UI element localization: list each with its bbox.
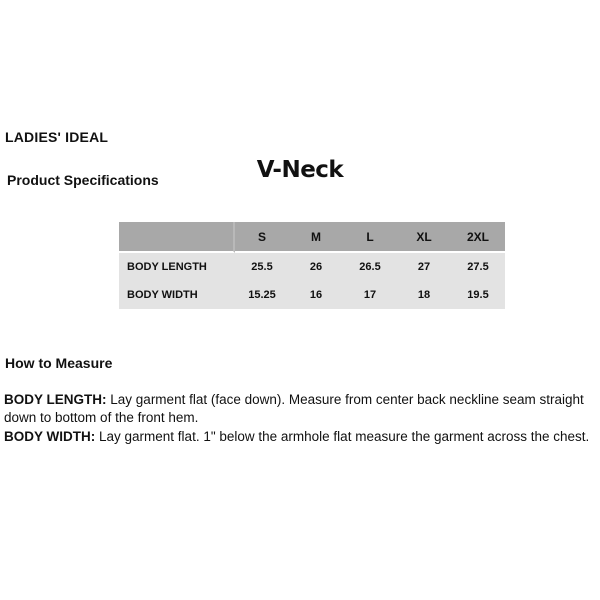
- measure-instructions: [4, 391, 598, 447]
- body-width-instruction: [4, 428, 598, 446]
- size-header-l: L: [343, 222, 397, 253]
- body-width-text: Lay garment flat. 1" below the armhole flat measure the garment across the chest.: [99, 429, 590, 444]
- body-width-m: 16: [289, 281, 343, 309]
- body-length-text: Lay garment flat (face down). Measure from center back neckline seam straight down to bottom of the front hem.: [4, 392, 584, 425]
- body-length-l: 26.5: [343, 253, 397, 281]
- how-to-measure-heading: How to Measure: [5, 355, 113, 371]
- section-title: Product Specifications: [7, 172, 159, 188]
- body-length-m: 26: [289, 253, 343, 281]
- product-name: V-Neck: [256, 157, 344, 183]
- body-width-2xl: 19.5: [451, 281, 505, 309]
- body-width-l: 17: [343, 281, 397, 309]
- table-row-body-width: [119, 281, 505, 309]
- body-length-2xl: 27.5: [451, 253, 505, 281]
- size-spec-table: [119, 222, 505, 309]
- row-label-body-length: BODY LENGTH: [119, 253, 235, 281]
- size-header-m: M: [289, 222, 343, 253]
- corner-cell: [119, 222, 235, 253]
- brand-title: LADIES' IDEAL: [5, 129, 109, 145]
- size-header-s: S: [235, 222, 289, 253]
- body-width-s: 15.25: [235, 281, 289, 309]
- body-length-term: BODY LENGTH:: [4, 392, 107, 407]
- table-row-body-length: [119, 253, 505, 281]
- row-label-body-width: BODY WIDTH: [119, 281, 235, 309]
- size-header-xl: XL: [397, 222, 451, 253]
- body-length-instruction: [4, 391, 598, 427]
- size-header-row: [119, 222, 505, 253]
- size-header-2xl: 2XL: [451, 222, 505, 253]
- body-width-term: BODY WIDTH:: [4, 429, 96, 444]
- body-length-xl: 27: [397, 253, 451, 281]
- body-length-s: 25.5: [235, 253, 289, 281]
- body-width-xl: 18: [397, 281, 451, 309]
